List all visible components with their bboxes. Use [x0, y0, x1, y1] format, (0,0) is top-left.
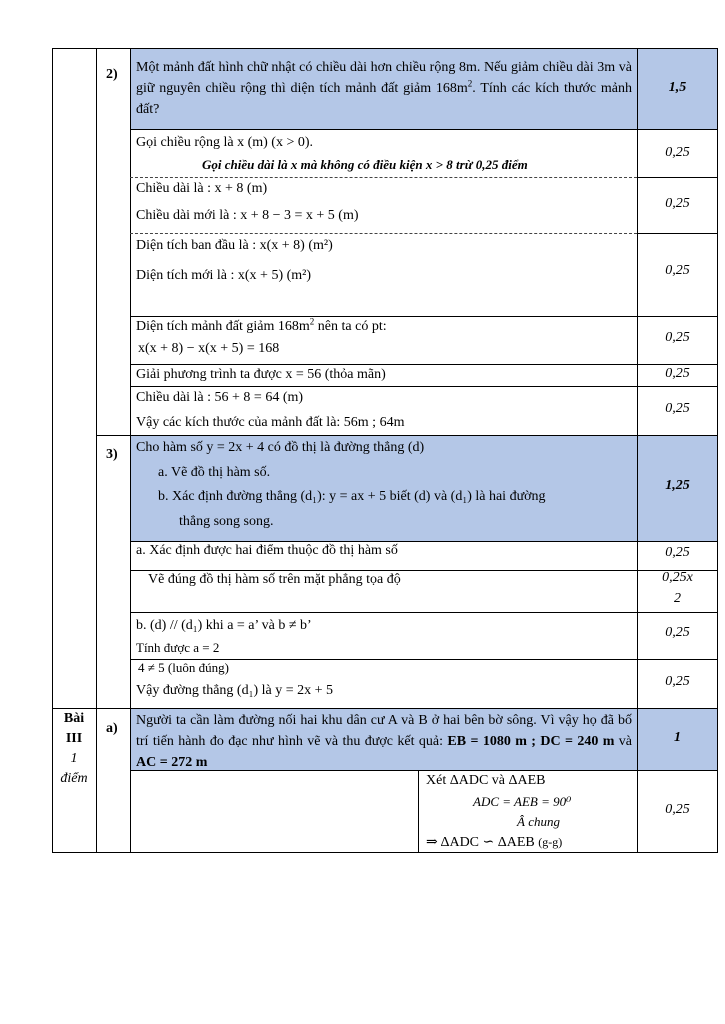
bai3-label-number: III — [65, 731, 83, 746]
bai3-label-points: 1 — [70, 751, 78, 766]
bai3-eb: EB = 1080 m ; — [447, 734, 536, 749]
bai3-label-bai: Bài — [63, 711, 85, 726]
q3-problem-b: b. Xác định đường thẳng (d₁): y = ax + 5 biết (d) và (d₁) là hai đường — [158, 489, 546, 504]
q2-problem-text — [136, 57, 632, 120]
bai3-dc: DC = 240 m — [540, 734, 615, 749]
q2-step5-line1: Giải phương trình ta được x = 56 (thỏa mãn) — [136, 367, 386, 382]
q3-step3-line1: b. (d) // (d₁) khi a = a’ và b ≠ b’ — [136, 618, 312, 633]
q3-step1-score: 0,25 — [665, 545, 690, 560]
q2-score: 1,5 — [668, 80, 687, 95]
q3-step2-score-a: 0,25x — [662, 570, 693, 585]
q3-problem-a: a. Vẽ đồ thị hàm số. — [158, 465, 271, 480]
q2-problem-part1: Một mảnh đất hình chữ nhật có chiều dài hơn chiều rộng 8m. Nếu giảm chiều dài 3m và giữ nguyên chiều rộng thì diện tích mảnh đất giảm 168m — [136, 60, 632, 96]
q2-step1-score: 0,25 — [665, 145, 690, 160]
q2-step2-score: 0,25 — [665, 196, 690, 211]
q2-step4-line1b: nên ta có pt: — [314, 319, 387, 334]
q2-step6-line2: Vậy các kích thước của mảnh đất là: 56m ; 64m — [136, 415, 405, 430]
q2-step4-line1a: Diện tích mảnh đất giảm 168m — [136, 319, 310, 334]
q2-number: 2) — [106, 67, 118, 82]
q3-number: 3) — [106, 447, 118, 462]
q2-step4-line1 — [136, 318, 387, 336]
bai3-proof-line1: Xét ΔADC và ΔAEB — [426, 773, 546, 788]
q2-step4-sup: 2 — [309, 316, 315, 327]
bai3-problem-body: Người ta cần làm đường nối hai khu dân cư A và B ở hai bên bờ sông. Vì vậy họ đã bố trí tiến hành đo đạc như hình vẽ và thu được kết quả: — [136, 713, 632, 749]
bai3-label-diem: điểm — [60, 771, 88, 786]
q2-problem-sup: 2 — [467, 78, 473, 89]
q2-step5-score: 0,25 — [665, 366, 690, 381]
bai3-score: 1 — [674, 730, 681, 745]
bai3-and: và — [614, 734, 632, 749]
q2-step6-line1: Chiều dài là : 56 + 8 = 64 (m) — [136, 390, 304, 405]
bai3-proof-line4 — [426, 833, 562, 852]
bai3-proof-line3: Â chung — [517, 814, 560, 829]
bai3-part-a: a) — [106, 721, 118, 736]
bai3-proof-score: 0,25 — [665, 802, 690, 817]
q3-step2-score-b: 2 — [674, 591, 681, 606]
q2-step3-line2: Diện tích mới là : x(x + 5) (m²) — [136, 268, 312, 283]
q3-problem-b2: thẳng song song. — [179, 514, 274, 529]
q2-step1-line1: Gọi chiều rộng là x (m) (x > 0). — [136, 135, 314, 150]
q3-step1-line1: a. Xác định được hai điểm thuộc đồ thị hàm số — [136, 543, 398, 558]
q2-step2-line1: Chiều dài là : x + 8 (m) — [136, 181, 268, 196]
bai3-proof-case: (g-g) — [538, 835, 563, 849]
q3-step3-score: 0,25 — [665, 625, 690, 640]
bai3-proof-line2: ADC = AEB = 90⁰ — [473, 794, 572, 809]
bai3-problem-text — [136, 710, 632, 773]
q3-step4-line2: Vậy đường thẳng (d₁) là y = 2x + 5 — [136, 683, 334, 698]
q2-step6-score: 0,25 — [665, 401, 690, 416]
q2-problem-part2: . Tính các kích thước mảnh đất? — [136, 81, 633, 117]
q2-step3-score: 0,25 — [665, 263, 690, 278]
q2-step1-note: Gọi chiều dài là x mà không có điều kiện x > 8 trừ 0,25 điểm — [202, 157, 528, 172]
q3-step3-line2: Tính được a = 2 — [136, 640, 220, 655]
q3-problem-line1: Cho hàm số y = 2x + 4 có đồ thị là đường thẳng (d) — [136, 440, 425, 455]
q2-step4-line2: x(x + 8) − x(x + 5) = 168 — [138, 341, 280, 356]
q2-step4-score: 0,25 — [665, 330, 690, 345]
q3-step2-line1: Vẽ đúng đồ thị hàm số trên mặt phẳng tọa độ — [148, 572, 401, 587]
q3-score: 1,25 — [665, 478, 690, 493]
bai3-proof-conclusion: ⇒ ΔADC ∽ ΔAEB — [426, 835, 535, 850]
answer-table — [52, 48, 718, 852]
q3-step4-score: 0,25 — [665, 674, 690, 689]
bai3-ac: AC = 272 m — [136, 755, 208, 770]
q2-step3-line1: Diện tích ban đầu là : x(x + 8) (m²) — [136, 238, 333, 253]
q2-step2-line2: Chiều dài mới là : x + 8 − 3 = x + 5 (m) — [136, 208, 359, 223]
q3-step4-line1: 4 ≠ 5 (luôn đúng) — [138, 660, 229, 675]
